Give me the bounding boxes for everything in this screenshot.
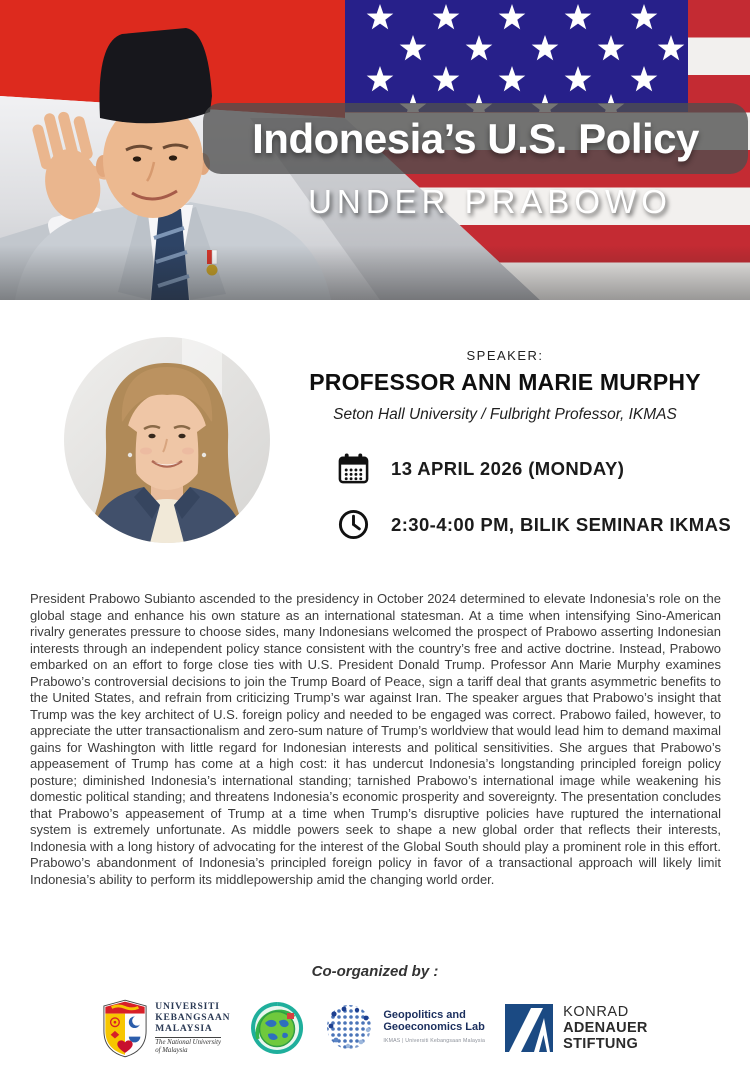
ukm-logo xyxy=(102,998,230,1058)
speaker-name: PROFESSOR ANN MARIE MURPHY xyxy=(309,369,701,395)
organizer-logos xyxy=(0,998,750,1058)
speaker-affiliation: Seton Hall University / Fulbright Professor, IKMAS xyxy=(333,406,677,423)
speaker-portrait-art xyxy=(64,337,270,543)
konrad-adenauer-stiftung-logo xyxy=(505,1004,648,1052)
date-row xyxy=(337,452,624,485)
globe-icon xyxy=(250,1001,304,1055)
event-date: 13 APRIL 2026 (MONDAY) xyxy=(391,457,625,479)
speaker-label: SPEAKER: xyxy=(466,348,544,363)
clock-icon xyxy=(337,508,370,541)
speaker-photo xyxy=(64,337,270,543)
banner-subtitle: UNDER PRABOWO xyxy=(308,183,672,220)
kas-mark-icon xyxy=(505,1004,553,1052)
geopolitics-lab-logo xyxy=(324,1002,485,1054)
ikmas-globe-logo xyxy=(250,1001,304,1055)
coorganized-label: Co-organized by : xyxy=(311,963,439,980)
calendar-icon xyxy=(337,452,370,485)
abstract-section xyxy=(30,591,721,888)
time-row xyxy=(337,508,731,541)
ukm-logo-text: UNIVERSITI KEBANGSAAN MALAYSIA The National University of Malaysia xyxy=(155,1002,231,1054)
ukm-crest-icon xyxy=(102,998,148,1058)
banner-title: Indonesia’s U.S. Policy xyxy=(252,114,699,162)
divider xyxy=(155,1037,221,1038)
kas-logo-text: KONRAD ADENAUER STIFTUNG xyxy=(563,1004,648,1052)
event-time-venue: 2:30-4:00 PM, BILIK SEMINAR IKMAS xyxy=(391,513,732,535)
banner-title-box xyxy=(203,103,748,174)
dotted-globe-icon xyxy=(324,1002,376,1054)
geopolitics-lab-text: Geopolitics and Geoeconomics Lab IKMAS | Universiti Kebangsaan Malaysia xyxy=(383,1009,486,1044)
abstract-text: President Prabowo Subianto ascended to the presidency in October 2024 determined to elevate Indonesia’s role on the global stage and enhance his own stature as an international statesman. At a time when intensifying Sino-American rivalry generates pressure to choose sides, many Indonesians welcomed the prospect of Prabowo asserting Indonesian interests through an independent policy stance consistent with the country’s free and active doctrine. Instead, Prabowo embarked on an effort to forge close ties with U.S. President Donald Trump. Professor Ann Marie Murphy examines Prabowo’s controversial decisions to join the Trump Board of Peace, sign a tariff deal that grants asymmetric benefits to the United States, and refrain from criticizing Trump’s war against Iran. The speaker argues that Prabowo’s insight that Trump was the key architect of U.S. foreign policy and needed to be engaged was correct. Prabowo failed, however, to appreciate the utter transactionalism and zero-sum nature of Trump’s worldview that would lead him to demand maximal gains for Washington with little regard for Indonesian interests and political sensitivities. She argues that Prabowo’s appeasement of Trump has come at a high cost: it has undercut Indonesia’s longstanding principled foreign policy posture; diminished Indonesia’s international standing; tarnished Prabowo’s international image while weakening his domestic political standing; and threatens Indonesia’s economic prosperity and sovereignty. The presentation concludes that Prabowo’s appeasement of Trump at a time when Trump’s disruptive policies have ruptured the international system is extremely unfortunate. As middle powers seek to shape a new global order that reflects their interests, Indonesia with a long history of advocating for the interest of the Global South should play a prominent role in this effort. Prabowo’s abandonment of Indonesia’s principled foreign policy in favor of a transactional approach will likely limit Indonesia’s ability to perform its middlepowership amid the changing world order. xyxy=(30,591,721,887)
banner xyxy=(0,0,750,300)
